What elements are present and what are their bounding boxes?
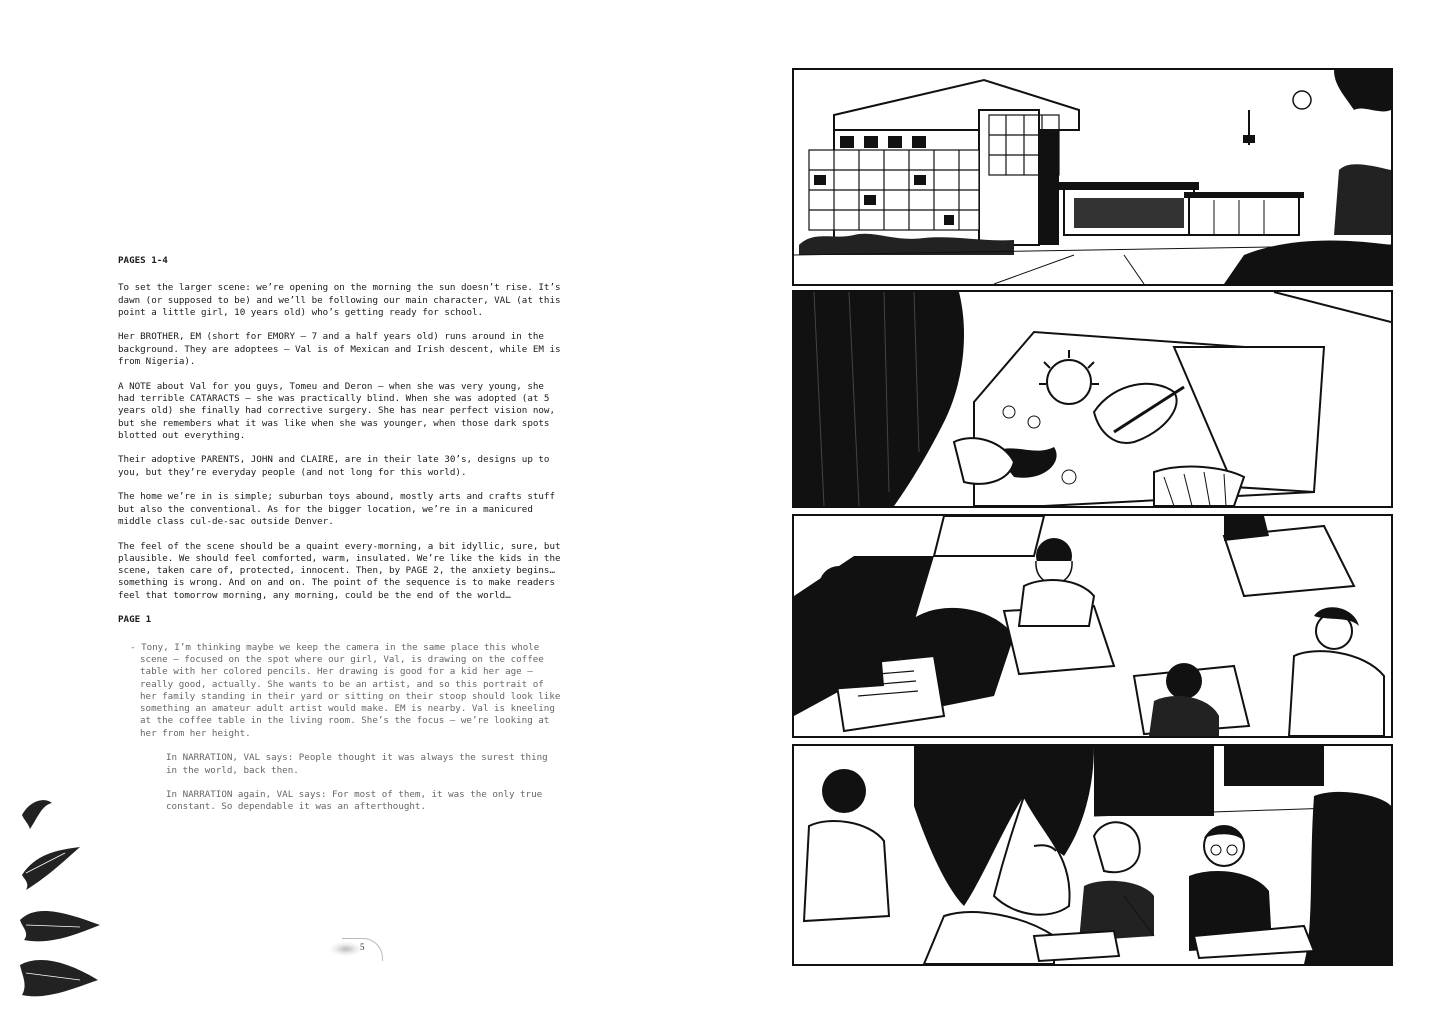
script-paragraph: To set the larger scene: we’re opening on the morning the sun doesn’t rise. It’s dawn (or supposed to be) and we’ll be following our main character, VAL (at this point a little girl, 10 years old) who’s getting ready for school. [118,282,561,318]
panel-val-closeup [792,744,1393,966]
panel-school-exterior [792,68,1393,286]
script-paragraph: Their adoptive PARENTS, JOHN and CLAIRE, are in their late 30’s, designs up to you, but they’re everyday people (and not long for this world). [118,454,550,478]
script-paragraph: Her BROTHER, EM (short for EMORY – 7 and a half years old) runs around in the background. They are adoptees – Val is of Mexican and Irish descent, while EM is from Nigeria). [118,331,561,368]
panel-drawing-closeup [792,290,1393,508]
panel-classroom [792,514,1393,738]
page-heading: PAGE 1 [118,614,152,626]
script-paragraph: A NOTE about Val for you guys, Tomeu and Deron – when she was very young, she had terrible CATARACTS – she was practically blind. When she was adopted (at 5 years old) she finally had corrective surgery. She has near perfect vision now, but she remembers what it was like when she was younger, when those dark spots blotted out everything. [118,380,555,441]
section-heading: PAGES 1-4 [118,255,168,266]
page-number-ornament [330,938,380,962]
narration-line: In NARRATION again, VAL says: For most of them, it was the only true constant. So dependable it was an afterthought. [166,789,543,813]
script-text [118,255,563,826]
page-number: 5 [360,942,365,952]
script-paragraph: The home we’re in is simple; suburban toys abound, mostly arts and crafts stuff but also the conventional. As for the bigger location, we’re in a manicured middle class cul-de-sac outside Denver. [118,491,555,527]
leaf-decoration [20,795,110,1010]
script-paragraph: The feel of the scene should be a quaint every-morning, a bit idyllic, sure, but plausible. We should feel comforted, warm, insulated. We’re like the kids in the scene, taken care of, protected, innocent. Then, by PAGE 2, the anxiety begins… something is wrong. And on and on. The point of the sequence is to make readers feel that tomorrow morning, any morning, could be the end of the world… [118,540,561,601]
panel-note: - Tony, I’m thinking maybe we keep the camera in the same place this whole scene – focused on the spot where our girl, Val, is drawing on the coffee table with her colored pencils. Her drawing is good for a kid her age – really good, actually. She wants to be an artist, and so this portrait of her family standing in their yard or sitting on their stoop should look like something an amateur adult artist would make. EM is nearby. Val is kneeling at the coffee table in the living room. She’s the focus – we’re looking at her from her height. [130,641,561,739]
panel-notes [130,642,563,814]
narration-line: In NARRATION, VAL says: People thought it was always the surest thing in the world, back then. [166,752,548,776]
